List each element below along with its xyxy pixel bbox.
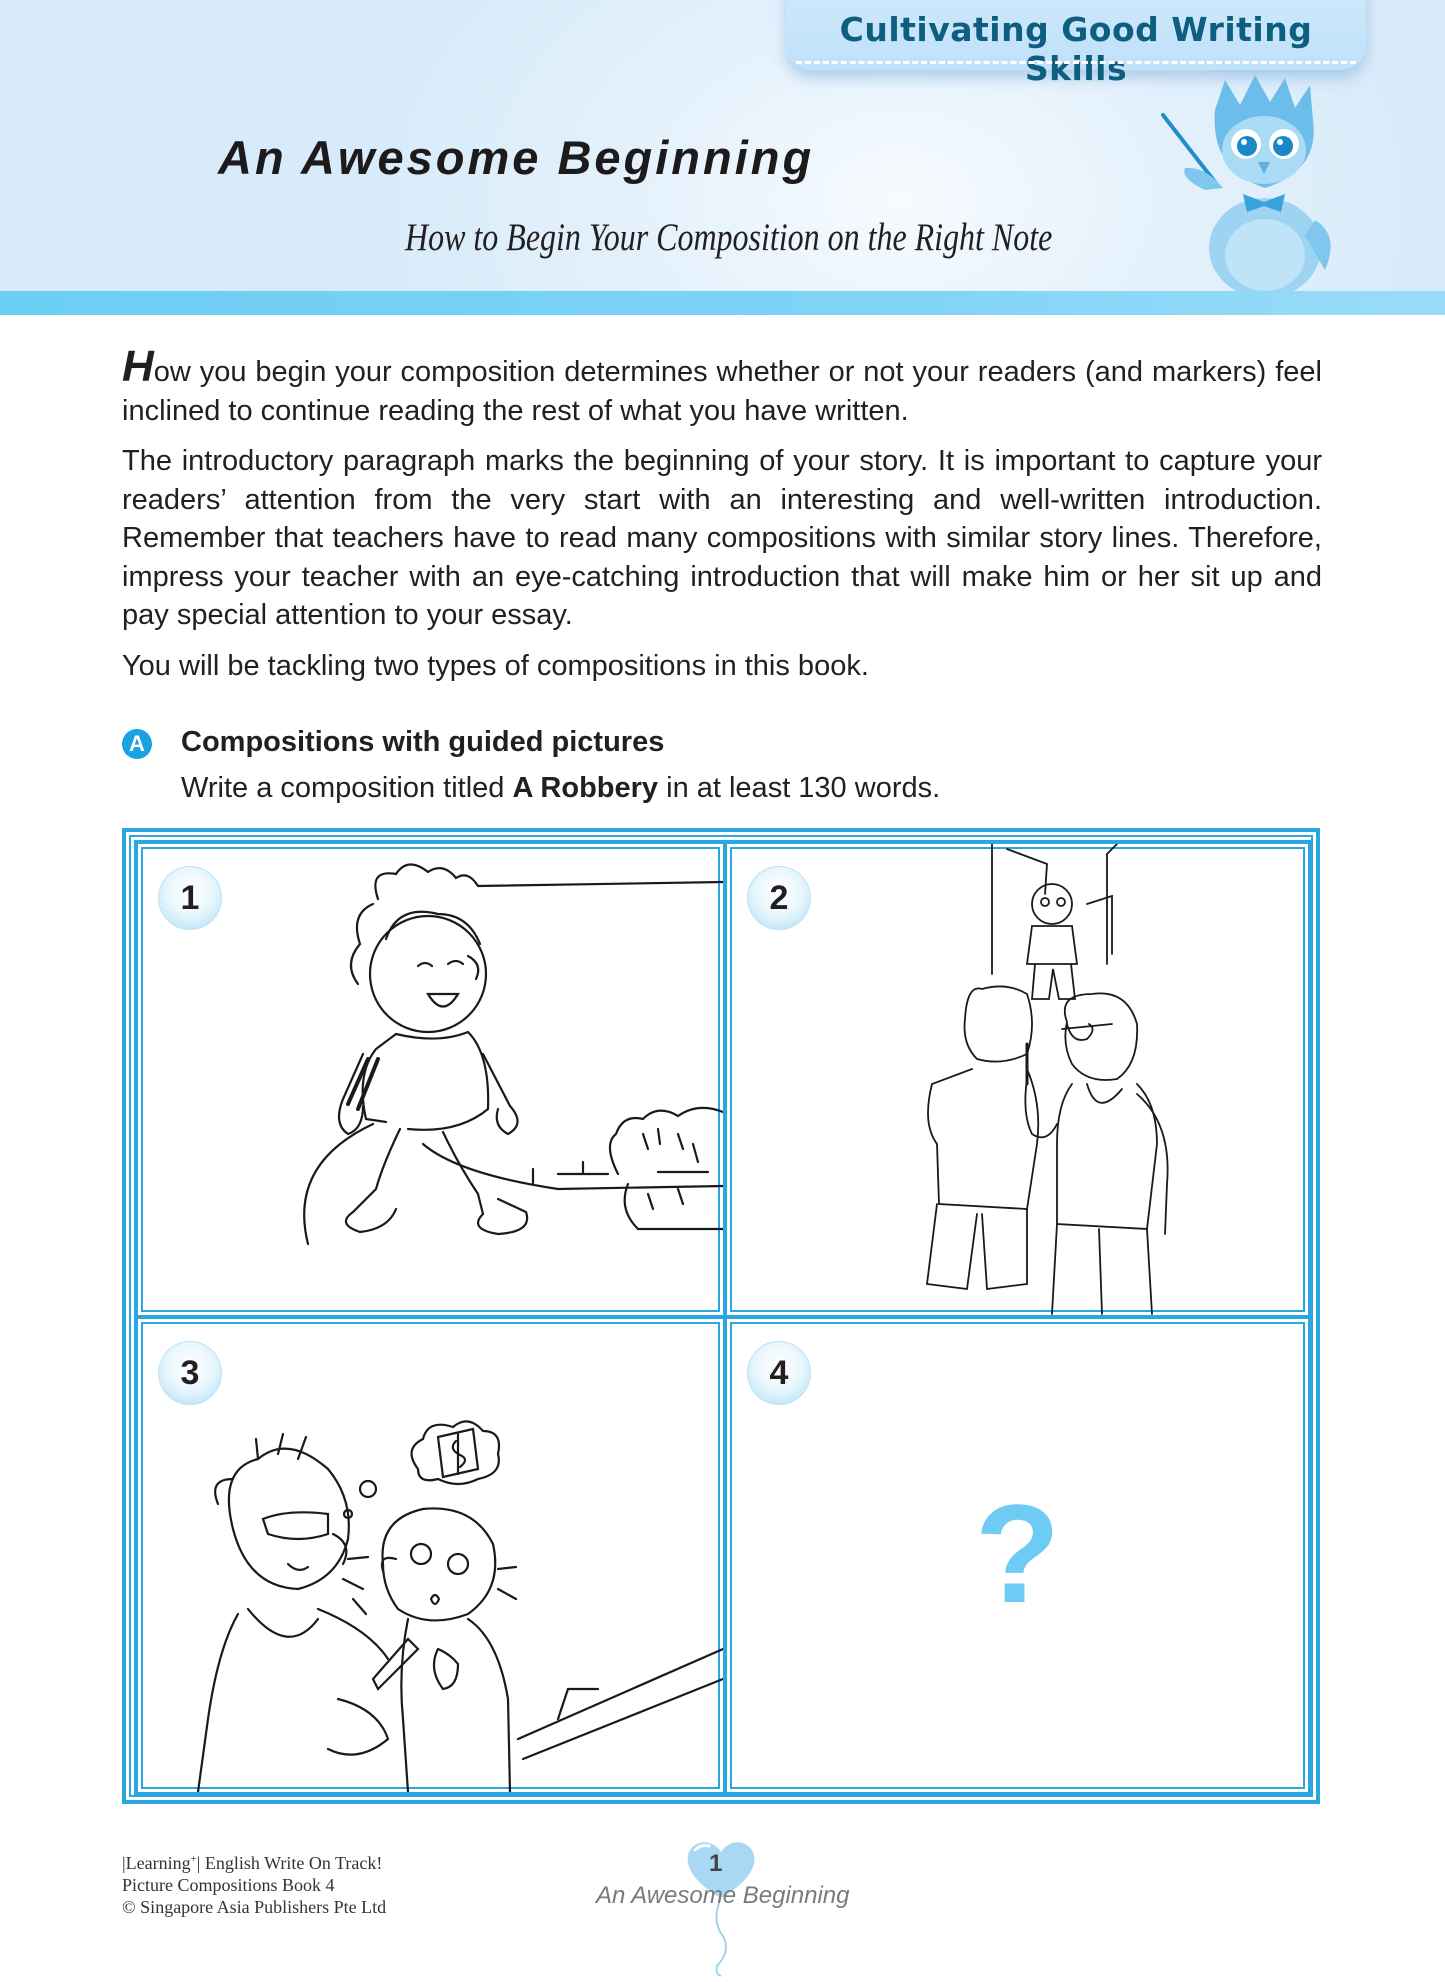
panel-number-badge: 1	[158, 866, 222, 930]
owl-mascot-icon	[1145, 70, 1375, 310]
robbers-in-alley-illustration	[727, 844, 1308, 1315]
intro-text	[122, 342, 1322, 697]
copyright-line: © Singapore Asia Publishers Pte Ltd	[122, 1897, 387, 1917]
drop-cap: H	[122, 342, 154, 391]
robbery-threat-illustration	[138, 1319, 723, 1792]
question-mark-icon: ?	[974, 1475, 1061, 1632]
book-series-line: |Learning+| English Write On Track!	[122, 1853, 383, 1873]
section-a-title: Compositions with guided pictures	[181, 726, 665, 758]
chapter-header	[0, 0, 1445, 291]
picture-panel-1	[134, 840, 727, 1319]
header-stripe	[0, 291, 1445, 315]
series-tab-label: Cultivating Good Writing Skills	[839, 10, 1313, 88]
book-title-line: Picture Compositions Book 4	[122, 1875, 335, 1895]
page-number: 1	[709, 1850, 723, 1877]
series-tab-banner	[786, 0, 1366, 88]
panel-number-badge: 2	[747, 866, 811, 930]
section-a-badge: A	[122, 729, 152, 759]
book-credits	[122, 1848, 386, 1918]
picture-grid	[122, 828, 1320, 1804]
intro-paragraph-2: The introductory paragraph marks the beginning of your story. It is important to capture your readers’ attention from the very start with an interesting and well-written introduction. Remember that teachers have to read many compositions with similar story lines. Therefore, impress your teacher with an eye-catching introduction that will make him or her sit up and pay special attention to your essay.	[122, 445, 1322, 631]
footer-chapter-title: An Awesome Beginning	[596, 1882, 850, 1909]
boy-walking-illustration	[138, 844, 723, 1315]
picture-panel-2	[723, 840, 1312, 1319]
intro-paragraph-1: How you begin your composition determines whether or not your readers (and markers) feel inclined to continue reading the rest of what you have written.	[122, 342, 1322, 427]
panel-number-badge: 3	[158, 1341, 222, 1405]
page-title: An Awesome Beginning	[218, 131, 815, 184]
composition-title: A Robbery	[512, 772, 659, 804]
page-footer-center	[596, 1832, 856, 1982]
picture-panel-4	[723, 1315, 1312, 1796]
panel-number-badge: 4	[747, 1341, 811, 1405]
intro-paragraph-3: You will be tackling two types of compositions in this book.	[122, 649, 869, 682]
picture-panel-3	[134, 1315, 727, 1796]
section-a-instruction: Write a composition titled A Robbery in at least 130 words.	[181, 772, 941, 804]
page-subtitle: How to Begin Your Composition on the Right Note	[405, 216, 1053, 259]
